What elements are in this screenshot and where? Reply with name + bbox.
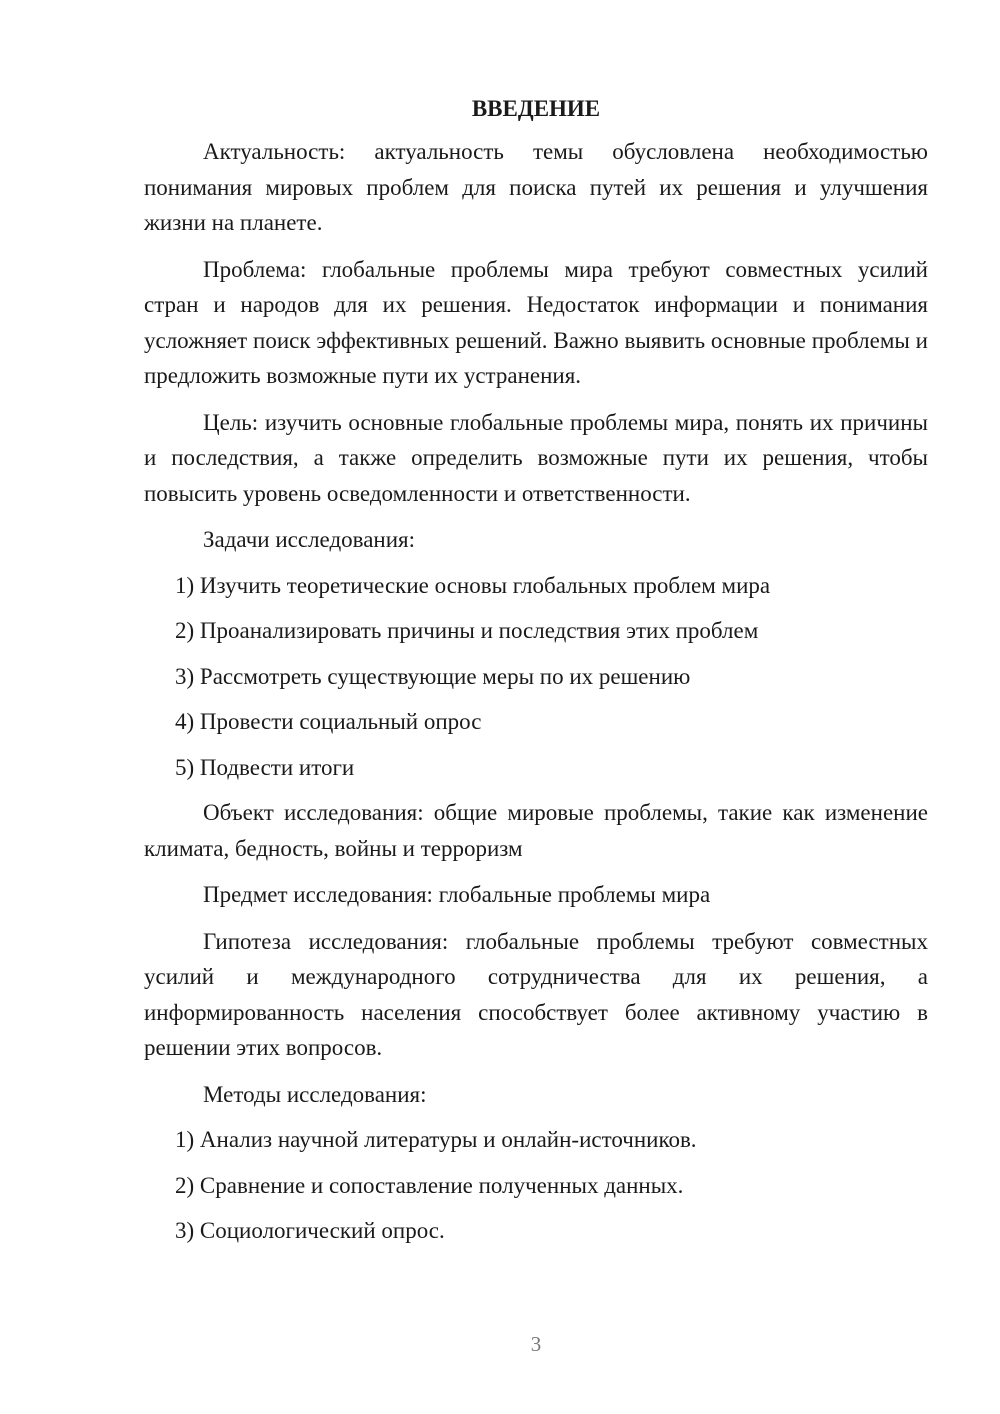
methods-list <box>144 1122 928 1249</box>
problem-paragraph: Проблема: глобальные проблемы мира требуют совместных усилий стран и народов для их решения. Недостаток информации и понимания усложняет поиск эффективных решений. Важно выявить основные проблемы и предложить возможные пути их устранения. <box>144 256 928 388</box>
document-body <box>144 92 928 1259</box>
list-item: 1) Изучить теоретические основы глобальных проблем мира <box>175 572 771 598</box>
list-item: 2) Проанализировать причины и последствия этих проблем <box>175 618 759 643</box>
list-item: 3) Социологический опрос. <box>175 1218 445 1243</box>
list-item: 1) Анализ научной литературы и онлайн-источников. <box>175 1127 697 1152</box>
list-item: 4) Провести социальный опрос <box>175 709 482 734</box>
goal-paragraph: Цель: изучить основные глобальные проблемы мира, понять их причины и последствия, а также определить возможные пути их решения, чтобы повысить уровень осведомленности и ответственности. <box>144 409 928 506</box>
list-item: 5) Подвести итоги <box>175 754 355 780</box>
tasks-list <box>144 568 928 786</box>
page-title: ВВЕДЕНИЕ <box>471 96 601 121</box>
object-paragraph: Объект исследования: общие мировые проблемы, такие как изменение климата, бедность, войны и терроризм <box>144 800 928 861</box>
page-number: 3 <box>530 1332 542 1356</box>
list-item: 3) Рассмотреть существующие меры по их решению <box>175 663 691 689</box>
methods-heading: Методы исследования: <box>203 1081 427 1107</box>
subject-paragraph: Предмет исследования: глобальные проблемы мира <box>203 882 711 907</box>
relevance-paragraph: Актуальность: актуальность темы обусловлена необходимостью понимания мировых проблем для поиска путей их решения и улучшения жизни на планете. <box>144 139 928 235</box>
hypothesis-paragraph: Гипотеза исследования: глобальные проблемы требуют совместных усилий и международного сотрудничества для их решения, а информированность населения способствует более активному участию в решении этих вопросов. <box>144 928 928 1060</box>
tasks-heading: Задачи исследования: <box>203 527 416 552</box>
list-item: 2) Сравнение и сопоставление полученных данных. <box>175 1172 684 1198</box>
